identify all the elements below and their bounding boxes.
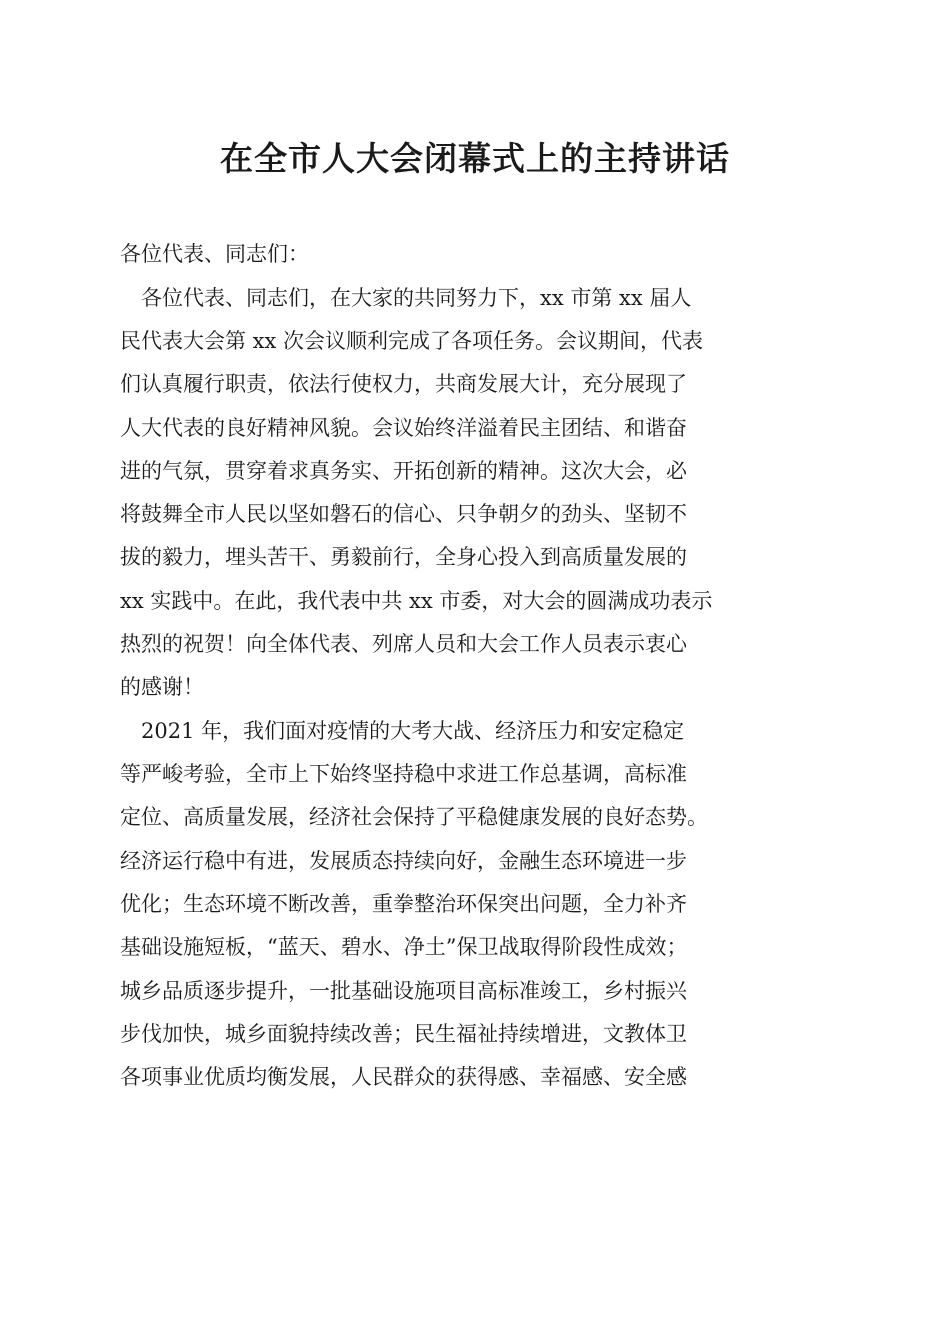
paragraph-2-line-1: 2021 年，我们面对疫情的大考大战、经济压力和安定稳定 [120,719,685,743]
paragraph-2-line-8: 步伐加快，城乡面貌持续改善；民生福祉持续增进，文教体卫 [120,1022,687,1046]
paragraph-1-line-10: 的感谢！ [120,675,204,699]
salutation-line: 各位代表、同志们： [120,242,309,266]
paragraph-2-line-3: 定位、高质量发展，经济社会保持了平稳健康发展的良好态势。 [120,805,708,829]
paragraph-1-line-1: 各位代表、同志们，在大家的共同努力下，xx 市第 xx 届人 [120,286,692,310]
paragraph-2-line-6: 基础设施短板，“蓝天、碧水、净土”保卫战取得阶段性成效； [120,935,688,959]
paragraph-1-line-6: 将鼓舞全市人民以坚如磐石的信心、只争朝夕的劲头、坚韧不 [120,502,687,526]
paragraph-1-line-9: 热烈的祝贺！向全体代表、列席人员和大会工作人员表示衷心 [120,632,687,656]
paragraph-1-line-5: 进的气氛，贯穿着求真务实、开拓创新的精神。这次大会，必 [120,459,687,483]
paragraph-1-line-7: 拔的毅力，埋头苦干、勇毅前行，全身心投入到高质量发展的 [120,545,687,569]
paragraph-2-line-7: 城乡品质逐步提升，一批基础设施项目高标准竣工，乡村振兴 [120,979,687,1003]
paragraph-2-line-2: 等严峻考验，全市上下始终坚持稳中求进工作总基调，高标准 [120,762,687,786]
paragraph-1-line-3: 们认真履行职责，依法行使权力，共商发展大计，充分展现了 [120,372,687,396]
paragraph-2-line-5: 优化；生态环境不断改善，重拳整治环保突出问题，全力补齐 [120,892,687,916]
paragraph-1-line-4: 人大代表的良好精神风貌。会议始终洋溢着民主团结、和谐奋 [120,416,687,440]
document-title: 在全市人大会闭幕式上的主持讲话 [220,139,730,178]
paragraph-2-line-4: 经济运行稳中有进，发展质态持续向好，金融生态环境进一步 [120,849,687,873]
paragraph-1-line-2: 民代表大会第 xx 次会议顺利完成了各项任务。会议期间，代表 [120,329,704,353]
paragraph-2-line-9: 各项事业优质均衡发展，人民群众的获得感、幸福感、安全感 [120,1065,687,1089]
paragraph-1-line-8: xx 实践中。在此，我代表中共 xx 市委，对大会的圆满成功表示 [120,589,713,613]
